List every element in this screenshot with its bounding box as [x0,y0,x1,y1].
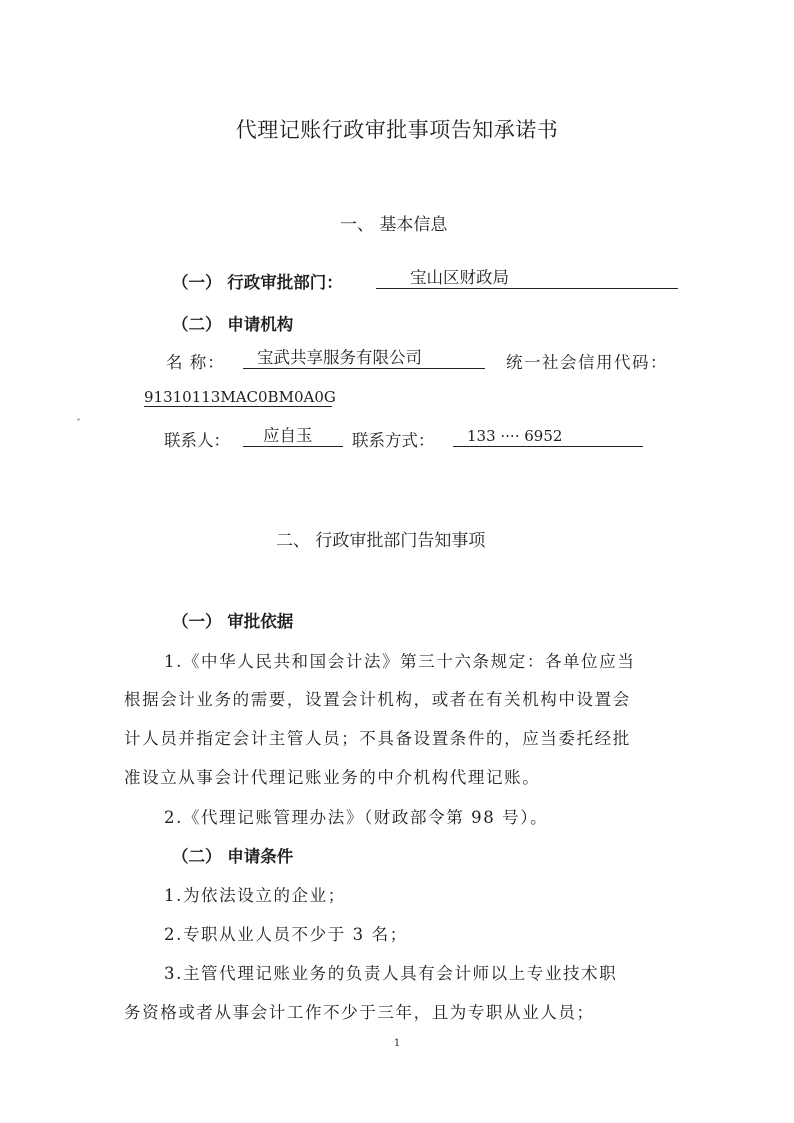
condition-3-line2: 务资格或者从事会计工作不少于三年，且为专职从业人员； [124,1003,595,1022]
section1-heading: 一、 基本信息 [340,215,448,235]
phone-label: 联系方式： [352,431,435,450]
basis-item2: 2.《代理记账管理办法》（财政部令第 98 号）。 [164,808,549,827]
name-field [243,349,485,369]
phone-value: 133 ···· 6952 [467,427,563,445]
conditions-label: （二） 申请条件 [172,847,294,866]
basis-item1-line1: 1.《中华人民共和国会计法》第三十六条规定：各单位应当 [164,652,636,671]
dept-label: （一） 行政审批部门： [172,273,343,292]
condition-1: 1.为依法设立的企业； [164,886,346,905]
name-value: 宝武共享服务有限公司 [257,348,422,367]
basis-item1-line3: 计人员并指定会计主管人员；不具备设置条件的，应当委托经批 [124,729,631,748]
basis-label: （一） 审批依据 [172,612,294,631]
page-number: 1 [393,1038,401,1049]
contact-value: 应自玉 [263,426,313,445]
credit-value: 91310113MAC0BM0A0G [144,388,336,406]
basis-item1-line4: 准设立从事会计代理记账业务的中介机构代理记账。 [124,768,541,787]
name-label: 名 称： [166,353,225,372]
contact-field [243,427,343,447]
basis-item1-line2: 根据会计业务的需要，设置会计机构，或者在有关机构中设置会 [124,690,631,709]
dept-value: 宝山区财政局 [410,268,509,287]
document-title: 代理记账行政审批事项告知承诺书 [235,118,559,142]
contact-label: 联系人： [164,431,230,450]
section2-heading: 二、 行政审批部门告知事项 [276,531,486,551]
credit-label: 统一社会信用代码： [506,353,668,372]
condition-2: 2.专职从业人员不少于 3 名； [164,925,408,944]
dept-field [376,269,678,289]
applicant-label: （二） 申请机构 [172,315,294,334]
condition-3-line1: 3.主管代理记账业务的负责人具有会计师以上专业技术职 [164,964,618,983]
credit-field [144,388,336,407]
margin-mark: ˇ [76,419,81,430]
phone-field [453,427,643,447]
